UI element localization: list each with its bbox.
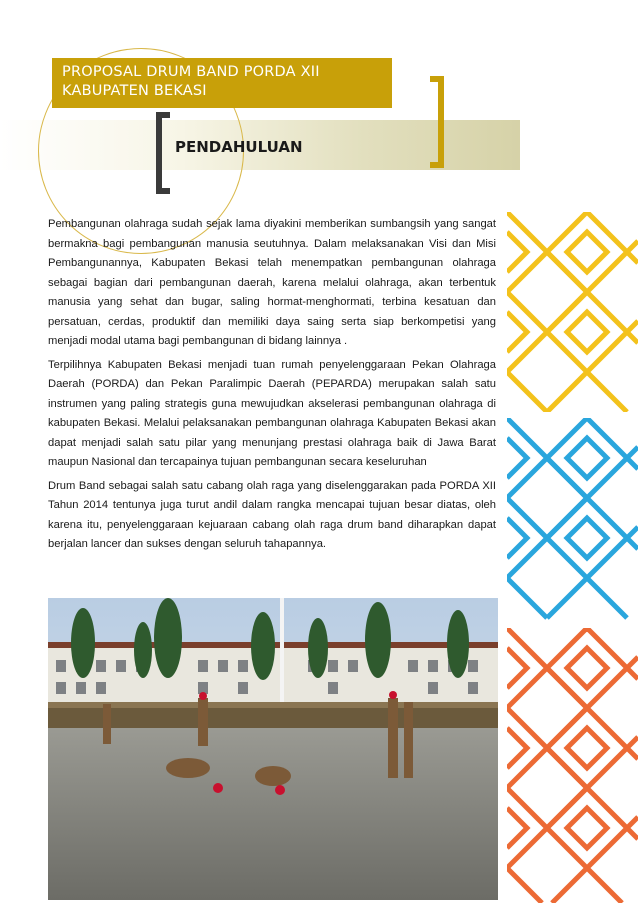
document-title	[62, 63, 382, 101]
title-line-2: KABUPATEN BEKASI	[62, 83, 207, 99]
orange-diamond-pattern	[507, 628, 638, 903]
right-bracket-ornament	[430, 76, 444, 168]
title-line-1: PROPOSAL DRUM BAND PORDA XII	[62, 64, 320, 80]
section-heading: PENDAHULUAN	[175, 138, 303, 156]
paragraph-2: Terpilihnya Kabupaten Bekasi menjadi tuan rumah penyelenggaraan Pekan Olahraga Daerah (PORDA) dan Pekan Paralimpic Daerah (PEPARDA) merupakan salah satu instrumen yang paling strategis guna mewujudkan akselerasi pembangunan olahraga di kabupaten Bekasi. Melalui pelaksanakan pembangunan olahraga Kabupaten Bekasi akan dapat menjadi salah satu pilar yang menunjang prestasi olahraga baik di Jawa Barat maupun Nasional dan tercapainya tujuan pembangunan secara keseluruhan	[48, 358, 496, 468]
drum-band-photo	[48, 598, 498, 900]
yellow-diamond-pattern	[507, 212, 638, 412]
body-text	[48, 215, 496, 559]
paragraph-1: Pembangunan olahraga sudah sejak lama diyakini memberikan sumbangsih yang sangat bermakna bagi pembangunan manusia seutuhnya. Dalam melaksanakan Visi dan Misi Pembangunannya, Kabupaten Bekasi telah menempatkan pembangunan olahraga sebagai bagian dari pembangunan daerah, karena melalui olahraga, akan terbentuk manusia yang sehat dan bugar, saling hormat-menghormati, terbina kesatuan dan persatuan, cerdas, produktif dan memiliki daya saing serta siap berkompetisi yang menjadi modal utama bagi pembangunan di bidang lainnya .	[48, 218, 496, 347]
left-bracket-ornament	[156, 112, 170, 194]
blue-diamond-pattern	[507, 418, 638, 620]
paragraph-3: Drum Band sebagai salah satu cabang olah raga yang diselenggarakan pada PORDA XII Tahun 2014 tentunya juga turut andil dalam rangka mencapai tujuan besar diatas, oleh karena itu, penyelenggaraan kejuaraan cabang olah raga drum band diharapkan dapat berjalan lancer dan sukses dengan seluruh tahapannya.	[48, 479, 496, 550]
